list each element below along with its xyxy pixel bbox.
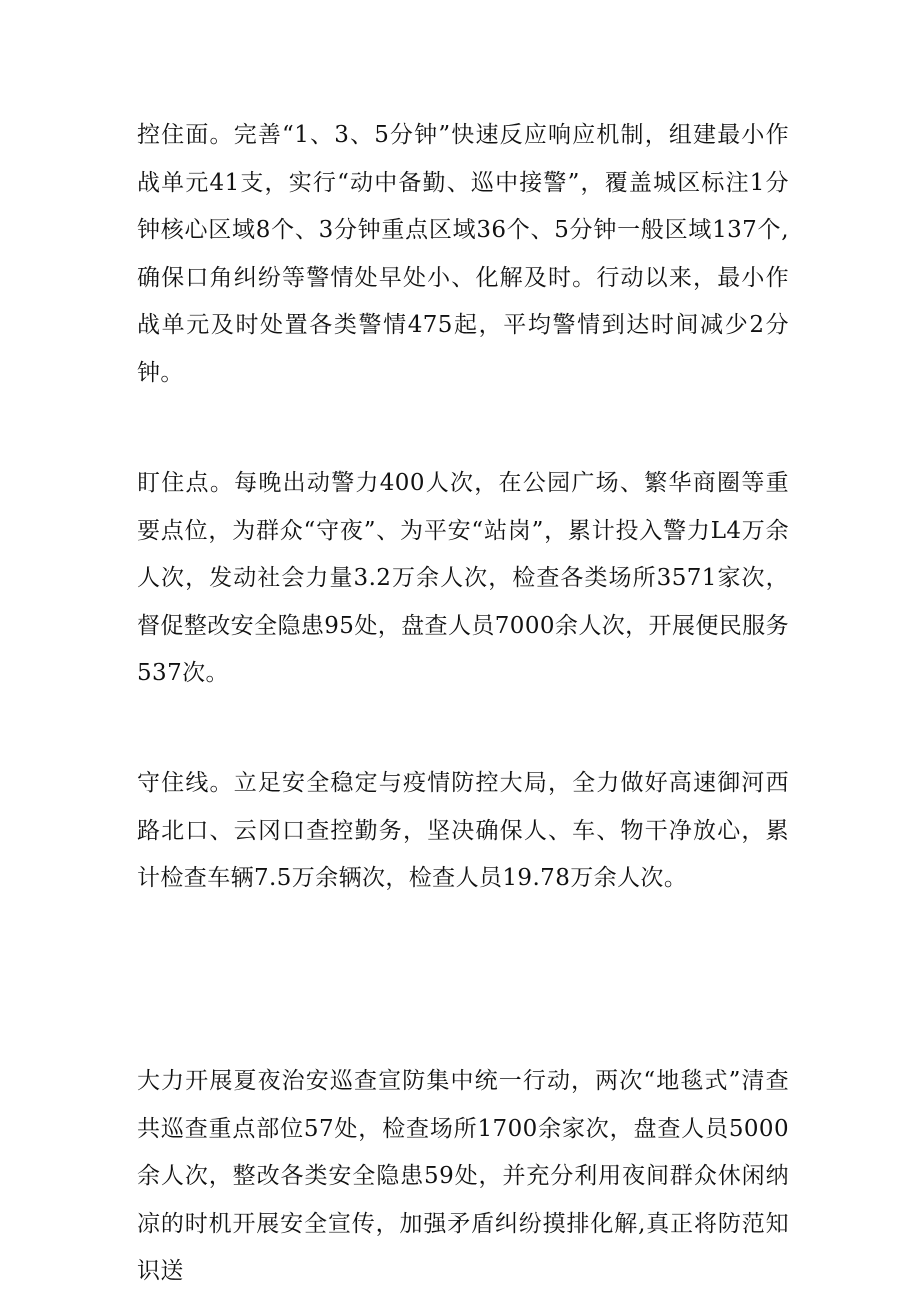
paragraph-watch-points: 盯住点。每晚出动警力400人次，在公园广场、繁华商圈等重要点位，为群众“守夜”、为平安“站岗”，累计投入警力L4万余人次，发动社会力量3.2万余人次，检查各类场所3571家次，督促整改安全隐患95处，盘查人员7000余人次，开展便民服务537次。 (137, 470, 789, 686)
paragraph-guard-line: 守住线。立足安全稳定与疫情防控大局，全力做好高速御河西路北口、云冈口查控勤务，坚决确保人、车、物干净放心，累计检查车辆7.5万余辆次，检查人员19.78万余人次。 (137, 770, 789, 891)
paragraph-control-area: 控住面。完善“1、3、5分钟”快速反应响应机制，组建最小作战单元41支，实行“动中备勤、巡中接警”，覆盖城区标注1分钟核心区域8个、3分钟重点区域36个、5分钟一般区域137个,确保口角纠纷等警情处早处小、化解及时。行动以来，最小作战单元及时处置各类警情475起，平均警情到达时间减少2分钟。 (137, 122, 789, 386)
paragraph-summer-night-action: 大力开展夏夜治安巡查宣防集中统一行动，两次“地毯式”清查共巡查重点部位57处，检查场所1700余家次，盘查人员5000余人次，整改各类安全隐患59处，并充分利用夜间群众休闲纳凉的时机开展安全宣传，加强矛盾纠纷摸排化解,真正将防范知识送 (137, 1068, 789, 1284)
